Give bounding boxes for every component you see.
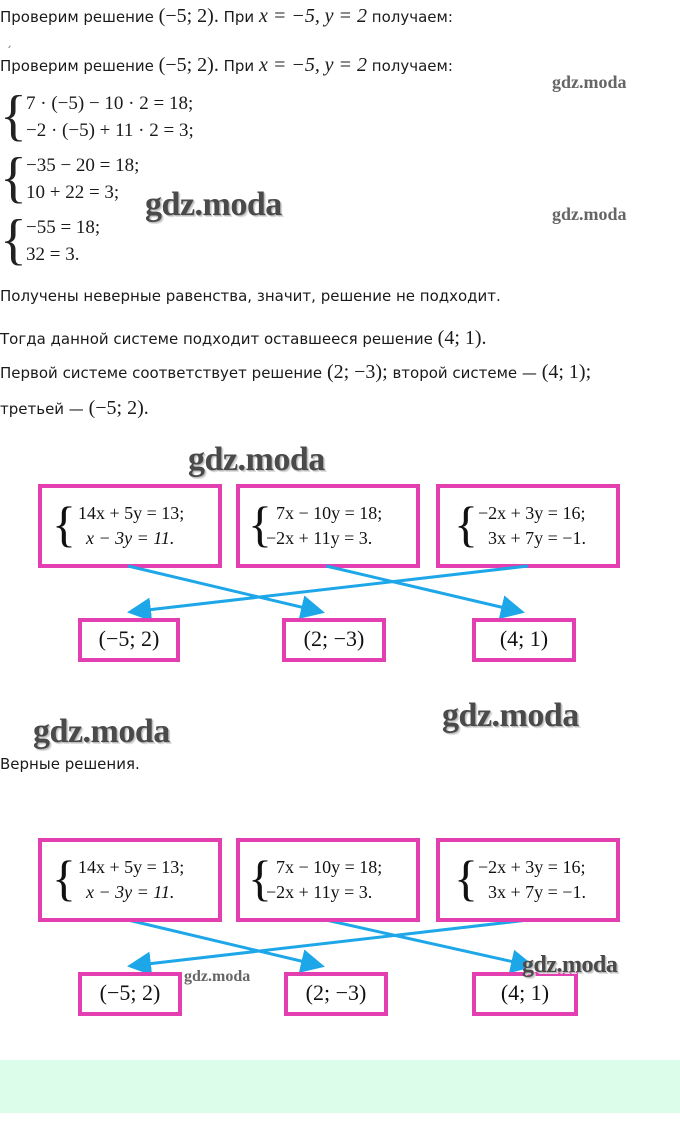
watermark-1: gdz.moda (552, 72, 627, 92)
check-label: Проверим решение (0, 8, 154, 26)
system-2-line-1: −35 − 20 = 18; (26, 155, 140, 176)
watermark-6: gdz.moda (33, 713, 170, 750)
diagram-1-answer-3: (4; 1) (472, 618, 576, 662)
first-pair: (2; −3); (326, 361, 388, 383)
arrow-box3-to-ans1 (130, 566, 528, 612)
watermark-3: gdz.moda (552, 204, 627, 224)
box-3-eq-2: 3x + 7y = −1. (488, 528, 586, 548)
box-2-eq-1: 7x − 10y = 18; (276, 857, 383, 877)
diagram-1-answer-1: (−5; 2) (78, 618, 180, 662)
footer-band (0, 1060, 680, 1113)
box-3-eq-1: −2x + 3y = 16; (478, 857, 586, 877)
remaining-prefix: Тогда данной системе подходит оставшееся решение (0, 330, 433, 348)
watermark-8: gdz.moda (522, 952, 618, 978)
check-y: y = 2 (324, 54, 367, 76)
watermark-7: gdz.moda (184, 968, 251, 985)
diagram-2-answer-1: (−5; 2) (78, 972, 182, 1016)
third-prefix: третьей — (0, 400, 84, 418)
check-pair: (−5; 2). (158, 5, 219, 27)
check-at: При (223, 8, 255, 26)
box-brace: { (248, 850, 272, 906)
box-brace: { (52, 850, 76, 906)
arrow-box2-to-ans3 (326, 566, 522, 612)
check-x: x = −5, (258, 5, 320, 27)
box-1-eq-2: x − 3y = 11. (86, 528, 175, 548)
box-2-eq-1: 7x − 10y = 18; (276, 503, 383, 523)
box-brace: { (248, 496, 272, 552)
watermark-2: gdz.moda (145, 186, 282, 223)
arrow-box1-to-ans2 (128, 566, 322, 612)
box-2-eq-2: −2x + 11y = 3. (266, 882, 373, 902)
box-1-eq-1: 14x + 5y = 13; (78, 503, 185, 523)
watermark-4: gdz.moda (188, 441, 325, 478)
check-suffix: получаем: (371, 8, 453, 26)
remaining-pair: (4; 1). (437, 327, 487, 349)
diagram-1-answer-2: (2; −3) (282, 618, 386, 662)
diagram-2-box-3 (436, 838, 620, 922)
brace-2: { (0, 147, 27, 209)
diagram-2-answer-3: (4; 1) (472, 972, 578, 1016)
check-pair: (−5; 2). (158, 54, 219, 76)
check-at: При (223, 57, 255, 75)
arrow-2-box3-to-ans1 (130, 920, 528, 966)
diagram-2-box-1 (38, 838, 222, 922)
check-label: Проверим решение (0, 57, 154, 75)
third-pair: (−5; 2). (88, 397, 149, 419)
box-brace: { (454, 850, 478, 906)
system-1-line-2: −2 · (−5) + 11 · 2 = 3; (26, 120, 194, 141)
check-suffix: получаем: (371, 57, 453, 75)
system-2-line-2: 10 + 22 = 3; (26, 182, 120, 203)
brace-3: { (0, 209, 27, 271)
brace-1: { (0, 85, 27, 147)
second-prefix: второй системе — (392, 364, 537, 382)
system-1-line-1: 7 · (−5) − 10 · 2 = 18; (26, 93, 194, 114)
first-prefix: Первой системе соответствует решение (0, 364, 323, 382)
arrow-2-box2-to-ans3 (326, 920, 532, 966)
watermark-5: gdz.moda (442, 697, 579, 734)
box-brace: { (52, 496, 76, 552)
conclusion-text: Получены неверные равенства, значит, решение не подходит. (0, 287, 501, 305)
correct-label: Верные решения. (0, 755, 140, 773)
check-y: y = 2 (324, 5, 367, 27)
arrow-2-box1-to-ans2 (128, 920, 322, 966)
diagram-2-box-2 (236, 838, 420, 922)
second-pair: (4; 1); (541, 361, 592, 383)
system-3-line-2: 32 = 3. (26, 244, 80, 265)
system-3-line-1: −55 = 18; (26, 217, 101, 238)
box-3-eq-2: 3x + 7y = −1. (488, 882, 586, 902)
box-1-eq-1: 14x + 5y = 13; (78, 857, 185, 877)
box-2-eq-2: −2x + 11y = 3. (266, 528, 373, 548)
stray-mark: ˏ (6, 34, 12, 48)
box-1-eq-2: x − 3y = 11. (86, 882, 175, 902)
box-3-eq-1: −2x + 3y = 16; (478, 503, 586, 523)
check-x: x = −5, (258, 54, 320, 76)
box-brace: { (454, 496, 478, 552)
diagram-2-answer-2: (2; −3) (284, 972, 388, 1016)
